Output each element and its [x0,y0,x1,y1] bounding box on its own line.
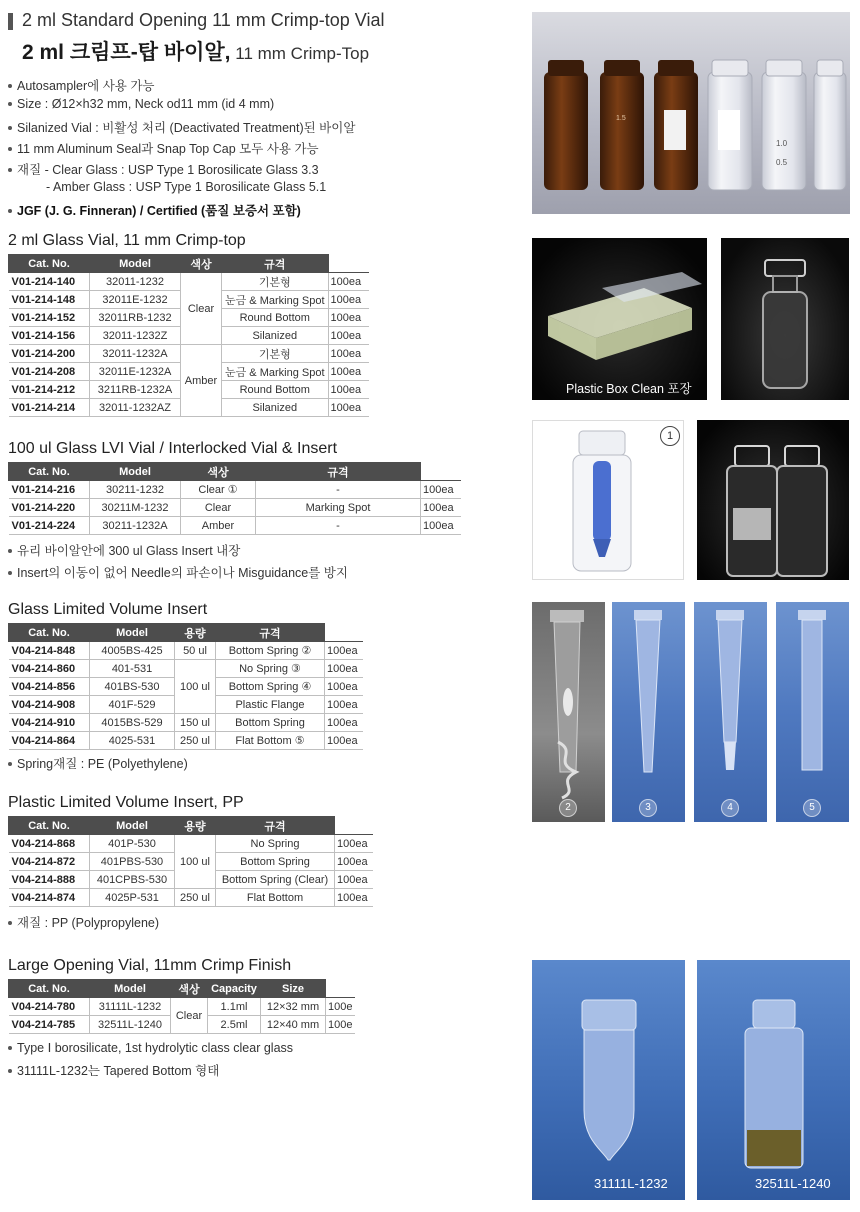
two-vials-photo [697,420,849,580]
table-row: V01-214-148 32011E-1232 눈금 & Marking Spot 100ea [9,291,369,309]
title-marker [8,13,13,30]
col-header: 규격 [216,624,325,642]
feature-item: - Amber Glass : USP Type 1 Borosilicate Glass 5.1 [46,180,327,194]
col-header: 규격 [222,255,329,273]
lvi-vial-table [8,462,461,535]
insert-photo-5 [776,602,849,822]
plastic-insert-table [8,816,373,907]
insert-number: 4 [721,799,739,817]
feature-item: Size : Ø12×h32 mm, Neck od11 mm (id 4 mm) [8,97,274,111]
clear-vial-2 [762,60,806,190]
table-row: V04-214-908 401F-529 Plastic Flange 100ea [9,696,364,714]
col-header: Model [90,255,181,273]
large-vial-table [8,979,355,1034]
vial-scale-label: 1.5 [616,115,626,122]
color-cell: Clear [181,273,222,345]
insert-number: 3 [639,799,657,817]
col-header: Cat. No. [9,817,90,835]
vial-scale-label: 1.0 [776,139,788,148]
col-header: 색상 [181,255,222,273]
interlocked-vial-photo [532,420,684,580]
feature-item: Silanized Vial : 비활성 처리 (Deactivated Treatment)된 바이알 [8,118,355,136]
table-row: V01-214-224 30211-1232A Amber - 100ea [9,517,462,535]
insert-number: 5 [803,799,821,817]
section-title: 100 ul Glass LVI Vial / Interlocked Vial & Insert [8,440,338,457]
page-subtitle-en: 11 mm Crimp-Top [230,44,370,63]
table-row: V04-214-874 4025P-531 250 ul Flat Bottom 100ea [9,889,374,907]
large-vial-photo-2 [697,960,850,1200]
note-item: Insert의 이동이 없어 Needle의 파손이나 Misguidance를 방지 [8,563,348,581]
note-item: 31111L-1232는 Tapered Bottom 형태 [8,1061,219,1079]
col-header: Cat. No. [9,980,90,998]
table-row: V04-214-856 401BS-530 Bottom Spring ④ 100ea [9,678,364,696]
page-subtitle [22,36,369,66]
col-header: Cat. No. [9,255,90,273]
col-header: 용량 [175,624,216,642]
insert-photo-2 [532,602,605,822]
box-caption: Plastic Box Clean 포장 [566,382,692,396]
col-header: 색상 [171,980,208,998]
single-vial-photo [721,238,849,400]
col-header: Model [90,817,175,835]
insert-photo-3 [612,602,685,822]
col-header: 색상 [181,463,256,481]
feature-item: 11 mm Aluminum Seal과 Snap Top Cap 모두 사용 가능 [8,139,319,157]
plastic-box-photo [532,238,707,400]
clear-vial-1 [708,60,752,190]
table-row: V04-214-864 4025-531 250 ul Flat Bottom ⑤ 100ea [9,732,364,750]
col-header: Capacity [208,980,261,998]
section-title: 2 ml Glass Vial, 11 mm Crimp-top [8,232,246,249]
section-title: Large Opening Vial, 11mm Crimp Finish [8,957,292,974]
clear-vial-3 [814,60,846,190]
col-header: Model [90,624,175,642]
col-header: Model [90,980,171,998]
feature-item: Autosampler에 사용 가능 [8,76,155,94]
large-vial-caption: 31111L-1232 [594,1176,668,1191]
table-row: V01-214-216 30211-1232 Clear ① - 100ea [9,481,462,499]
large-vial-photo-1 [532,960,685,1200]
table-row: V04-214-868 401P-530 100 ul No Spring 100ea [9,835,374,853]
col-header: Size [261,980,326,998]
amber-vial-3 [654,60,698,190]
insert-photo-4 [694,602,767,822]
col-header: 규격 [216,817,335,835]
col-header: Model [90,463,181,481]
feature-item: 재질 - Clear Glass : USP Type 1 Borosilicate Glass 3.3 [8,160,319,178]
glass-insert-table [8,623,363,750]
amber-vial-1 [544,60,588,190]
large-vial-1-illustration [532,960,685,1200]
page-subtitle-ko: 2 ml 크림프-탑 바이알, [22,41,231,64]
single-vial-illustration [721,238,849,400]
vial-scale-label: 0.5 [776,158,788,167]
table-row: V04-214-848 4005BS-425 50 ul Bottom Spring ② 100ea [9,642,364,660]
large-vial-caption: 32511L-1240 [755,1176,831,1191]
table-row: V01-214-152 32011RB-1232 Round Bottom 100ea [9,309,369,327]
insert-number: 2 [559,799,577,817]
vials-photo [532,12,850,214]
vial-table [8,254,369,417]
plastic-box-illustration [532,238,707,400]
table-row: V04-214-785 32511L-1240 2.5ml 12×40 mm 100e [9,1016,356,1034]
insert-3-illustration [612,602,685,822]
table-row: V01-214-208 32011E-1232A 눈금 & Marking Spot 100ea [9,363,369,381]
table-row: V01-214-214 32011-1232AZ Silanized 100ea [9,399,369,417]
vials-illustration [532,12,850,214]
table-row: V04-214-888 401CPBS-530 Bottom Spring (Clear) 100ea [9,871,374,889]
table-row: V01-214-156 32011-1232Z Silanized 100ea [9,327,369,345]
insert-5-illustration [776,602,849,822]
section-title: Glass Limited Volume Insert [8,601,208,618]
insert-4-illustration [694,602,767,822]
note-item: Spring재질 : PE (Polyethylene) [8,754,188,772]
large-vial-2-illustration [697,960,850,1200]
note-item: 유리 바이알안에 300 ul Glass Insert 내장 [8,541,240,559]
page-title: 2 ml Standard Opening 11 mm Crimp-top Vial [22,10,385,30]
note-item: 재질 : PP (Polypropylene) [8,913,159,931]
feature-item: JGF (J. G. Finneran) / Certified (품질 보증서 포함) [8,201,301,219]
table-row: V01-214-140 32011-1232 Clear 기본형 100ea [9,273,369,291]
col-header: 용량 [175,817,216,835]
two-vials-illustration [697,420,849,580]
table-row: V04-214-872 401PBS-530 Bottom Spring 100ea [9,853,374,871]
table-row: V01-214-212 3211RB-1232A Round Bottom 100ea [9,381,369,399]
color-cell: Amber [181,345,222,417]
col-header: Cat. No. [9,624,90,642]
table-row: V04-214-780 31111L-1232 Clear 1.1ml 12×32 mm 100e [9,998,356,1016]
amber-vial-2 [600,60,644,190]
table-row: V01-214-220 30211M-1232 Clear Marking Spot 100ea [9,499,462,517]
table-row: V04-214-910 4015BS-529 150 ul Bottom Spring 100ea [9,714,364,732]
col-header: Cat. No. [9,463,90,481]
callout-number: 1 [660,426,680,446]
insert-2-illustration [532,602,605,822]
section-title: Plastic Limited Volume Insert, PP [8,794,244,811]
table-row: V01-214-200 32011-1232A Amber 기본형 100ea [9,345,369,363]
col-header: 규격 [256,463,421,481]
note-item: Type Ⅰ borosilicate, 1st hydrolytic class clear glass [8,1040,293,1055]
interlocked-vial-illustration [533,421,684,580]
table-row: V04-214-860 401-531 100 ul No Spring ③ 100ea [9,660,364,678]
